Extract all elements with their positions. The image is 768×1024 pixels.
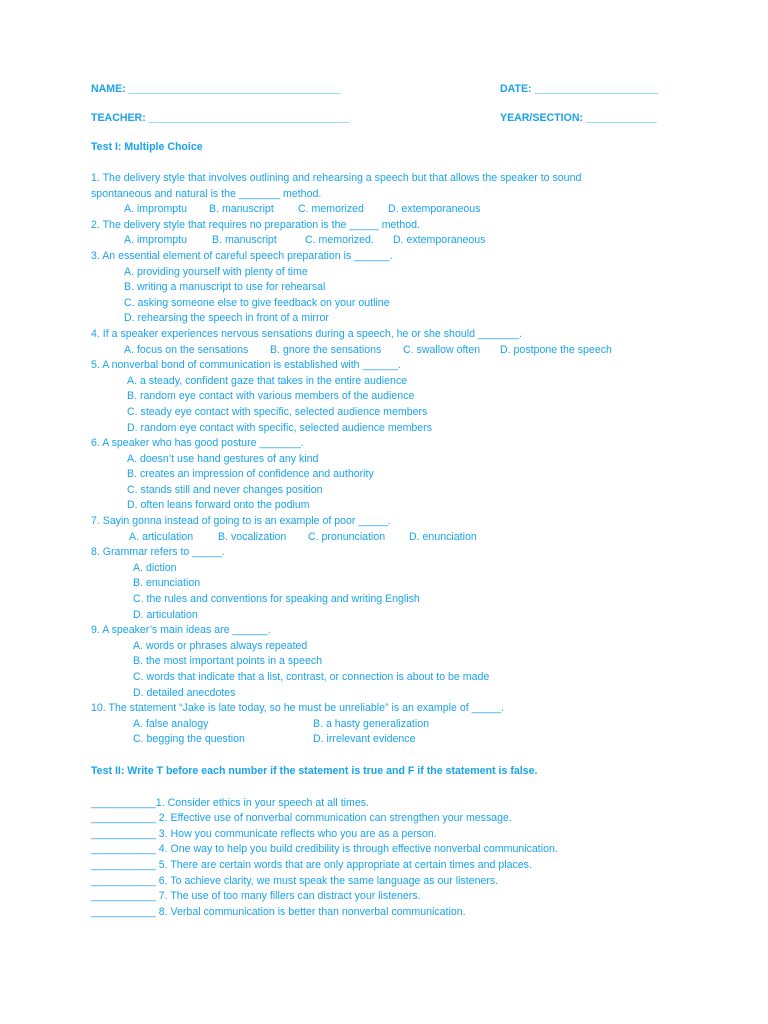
q9-option-a: A. words or phrases always repeated [133,639,308,652]
year-section-field: YEAR/SECTION: ____________ [500,112,657,124]
q4-option-b: B. gnore the sensations [270,343,382,356]
question-7: 7. Sayin gonna instead of going to is an example of poor _____. [91,515,391,528]
q2-option-a: A. impromptu [124,234,187,247]
q5-option-a: A. a steady, confident gaze that takes in the entire audience [127,374,408,387]
q5-option-c: C. steady eye contact with specific, selected audience members [127,405,428,418]
q8-option-a: A. diction [133,561,177,574]
q9-option-c: C. words that indicate that a list, contrast, or connection is about to be made [133,671,490,683]
question-4-options [91,343,731,359]
q7-option-b: B. vocalization [218,530,287,543]
q6-option-a: A. doesn’t use hand gestures of any kind [127,452,319,465]
q3-option-a: A. providing yourself with plenty of time [124,265,308,278]
question-10-options [91,717,731,748]
q4-option-d: D. postpone the speech [500,343,612,356]
q7-option-c: C. pronunciation [308,530,386,543]
q4-option-c: C. swallow often [403,343,481,356]
question-9: 9. A speaker’s main ideas are ______. [91,624,271,637]
q9-option-b: B. the most important points in a speech [133,655,323,668]
q5-option-d: D. random eye contact with specific, selected audience members [127,421,433,434]
question-5: 5. A nonverbal bond of communication is established with ______. [91,359,401,372]
question-3: 3. An essential element of careful speech preparation is ______. [91,249,393,262]
q3-option-d: D. rehearsing the speech in front of a mirror [124,312,329,325]
q4-option-a: A. focus on the sensations [124,343,249,356]
q1-option-d: D. extemporaneous [388,203,481,216]
q10-option-c: C. begging the question [133,733,245,746]
tf-item-5: ___________ 5. There are certain words that are only appropriate at certain times and places. [91,858,532,871]
tf-item-3: ___________ 3. How you communicate reflects who you are as a person. [91,827,437,840]
test1-title: Test I: Multiple Choice [91,141,203,153]
q6-option-c: C. stands still and never changes position [127,483,323,496]
tf-item-8: ___________ 8. Verbal communication is better than nonverbal communication. [91,905,466,918]
question-1-line2: spontaneous and natural is the _______ method. [91,187,322,200]
q1-option-a: A. impromptu [124,203,187,216]
q7-option-a: A. articulation [129,530,194,543]
question-7-options [91,530,731,546]
question-10: 10. The statement “Jake is late today, so he must be unreliable” is an example of _____. [91,702,505,715]
question-2: 2. The delivery style that requires no preparation is the _____ method. [91,218,420,231]
question-4: 4. If a speaker experiences nervous sensations during a speech, he or she should _______. [91,327,523,340]
q7-option-d: D. enunciation [409,530,477,543]
tf-item-7: ___________ 7. The use of too many fillers can distract your listeners. [91,890,421,903]
q2-option-b: B. manuscript [212,234,277,247]
tf-item-1: ___________1. Consider ethics in your speech at all times. [91,796,369,809]
teacher-field: TEACHER: __________________________________ [91,112,349,124]
q6-option-d: D. often leans forward onto the podium [127,499,310,512]
q3-option-b: B. writing a manuscript to use for rehearsal [124,281,326,294]
question-1-options [91,202,731,218]
tf-item-6: ___________ 6. To achieve clarity, we must speak the same language as our listeners. [91,874,499,887]
tf-item-2: ___________ 2. Effective use of nonverbal communication can strengthen your message. [91,812,512,825]
q10-option-b: B. a hasty generalization [313,717,430,730]
question-6: 6. A speaker who has good posture _______. [91,437,304,450]
q9-option-d: D. detailed anecdotes [133,686,236,699]
date-field: DATE: _____________________ [500,83,659,95]
q5-option-b: B. random eye contact with various members of the audience [127,390,415,403]
q1-option-c: C. memorized [298,203,364,216]
q6-option-b: B. creates an impression of confidence and authority [127,468,374,481]
q8-option-d: D. articulation [133,608,198,621]
q2-option-d: D. extemporaneous [393,234,486,247]
test2-title: Test II: Write T before each number if the statement is true and F if the statement is false. [91,764,538,777]
q10-option-a: A. false analogy [133,717,209,730]
q10-option-d: D. irrelevant evidence [313,733,416,746]
name-field: NAME: ____________________________________ [91,83,341,95]
q8-option-b: B. enunciation [133,577,201,590]
tf-item-4: ___________ 4. One way to help you build credibility is through effective nonverbal communication. [91,843,558,856]
q3-option-c: C. asking someone else to give feedback on your outline [124,296,390,309]
question-8: 8. Grammar refers to _____. [91,546,225,559]
worksheet-body [91,171,731,920]
section-gap [91,748,731,764]
section-gap [91,780,731,796]
question-1-line1: 1. The delivery style that involves outlining and rehearsing a speech but that allows the speaker to sound [91,172,582,184]
question-2-options [91,233,731,249]
q1-option-b: B. manuscript [209,203,274,216]
q2-option-c: C. memorized. [305,234,374,247]
q8-option-c: C. the rules and conventions for speaking and writing English [133,593,420,606]
